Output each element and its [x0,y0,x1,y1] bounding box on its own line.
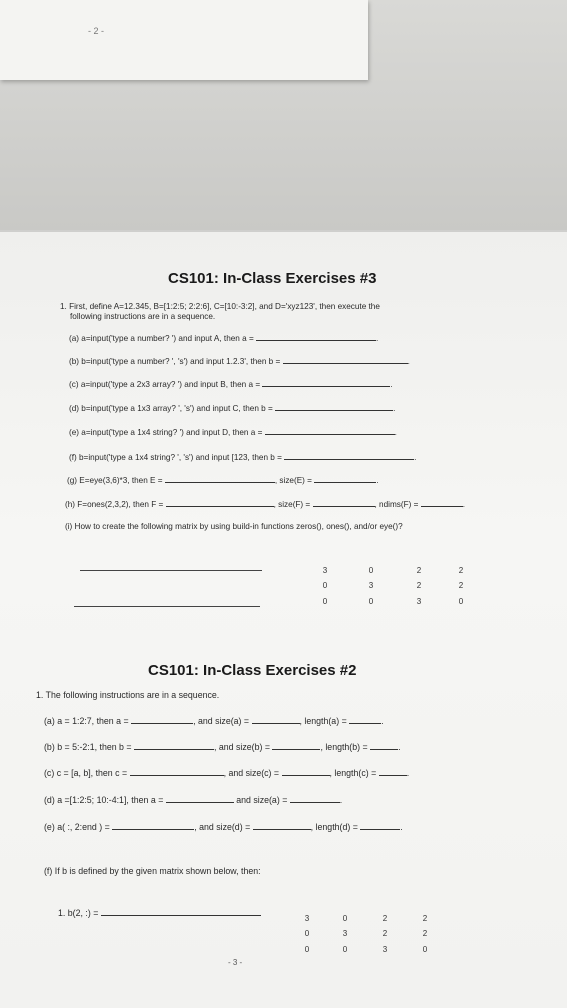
item-g-text: (g) E=eye(3,6)*3, then E = [67,476,163,485]
sheet1-intro-line2: following instructions are in a sequence. [70,312,216,321]
sheet2-title: CS101: In-Class Exercises #2 [148,662,357,679]
matrix-cell: 0 [304,945,310,954]
item-d-text: (d) b=input('type a 1x3 array? ', 's') and input C, then b = [69,404,273,413]
matrix-cell: 2 [458,566,464,575]
sheet2-item-b: (b) b = 5:-2:1, then b = , and size(b) = , length(b) = . [44,742,401,752]
answer-blank[interactable] [131,722,193,724]
sheet2-item-e-text: (e) a( :, 2:end ) = [44,822,110,832]
item-e: (e) a=input('type a 1x4 string? ') and input D, then a = . [69,428,397,437]
answer-blank[interactable] [284,458,414,460]
answer-blank[interactable] [165,481,275,483]
sheet2-item-f: (f) If b is defined by the given matrix shown below, then: [44,866,261,876]
sheet2-item-e: (e) a( :, 2:end ) = , and size(d) = , length(d) = . [44,822,403,832]
previous-sheet [0,0,368,80]
item-a: (a) a=input('type a number? ') and input A, then a = . [69,334,379,343]
page-number-top: - 2 - [88,26,105,36]
answer-blank[interactable] [166,801,234,803]
matrix-cell: 3 [342,929,348,938]
matrix-cell: 2 [382,914,388,923]
sheet2-item-a: (a) a = 1:2:7, then a = , and size(a) = , length(a) = . [44,716,384,726]
answer-blank[interactable] [275,409,393,411]
sheet2-item-a-text: (a) a = 1:2:7, then a = [44,716,129,726]
matrix-cell: 0 [304,929,310,938]
item-h: (h) F=ones(2,3,2), then F = , size(F) = , ndims(F) = . [65,500,465,509]
page-number-bottom: - 3 - [228,958,243,967]
matrix-cell: 0 [368,566,374,575]
sheet2-item-b-text: (b) b = 5:-2:1, then b = [44,742,132,752]
matrix-cell: 0 [322,597,328,606]
matrix-cell: 3 [322,566,328,575]
answer-blank[interactable] [282,774,330,776]
matrix-cell: 2 [422,914,428,923]
matrix-cell: 0 [368,597,374,606]
answer-blank[interactable] [265,433,395,435]
sheet2-item-d: (d) a =[1:2:5; 10:-4:1], then a = and size(a) = . [44,795,343,805]
exercise-sheet [0,232,567,1008]
item-a-text: (a) a=input('type a number? ') and input A, then a = [69,334,254,343]
item-h-text: (h) F=ones(2,3,2), then F = [65,500,164,509]
sheet2-matrix [300,914,440,964]
sheet1-title: CS101: In-Class Exercises #3 [168,270,377,287]
sheet2-item-c: (c) c = [a, b], then c = , and size(c) = , length(c) = . [44,768,410,778]
sheet2-item-c-text: (c) c = [a, b], then c = [44,768,128,778]
item-b: (b) b=input('type a number? ', 's') and input 1.2.3', then b = . [69,357,410,366]
answer-line[interactable] [80,570,262,571]
matrix-cell: 0 [342,945,348,954]
matrix-cell: 0 [422,945,428,954]
matrix-cell: 0 [322,581,328,590]
item-b-text: (b) b=input('type a number? ', 's') and input 1.2.3', then b = [69,357,281,366]
answer-blank[interactable] [290,801,340,803]
item-d: (d) b=input('type a 1x3 array? ', 's') and input C, then b = . [69,404,396,413]
sheet1-matrix [318,566,478,614]
matrix-cell: 2 [382,929,388,938]
sheet2-sub1 [58,908,261,918]
matrix-cell: 3 [416,597,422,606]
matrix-cell: 2 [416,581,422,590]
answer-blank[interactable] [370,748,398,750]
sheet2-intro: 1. The following instructions are in a sequence. [36,690,220,700]
answer-blank[interactable] [421,505,463,507]
matrix-cell: 3 [382,945,388,954]
answer-blank[interactable] [349,722,381,724]
answer-blank[interactable] [313,505,375,507]
sheet1-intro-line1: 1. First, define A=12.345, B=[1:2:5; 2:2:6], C=[10:-3:2], and D='xyz123', then execute the [60,302,380,311]
answer-blank[interactable] [360,828,400,830]
answer-blank[interactable] [256,339,376,341]
item-e-text: (e) a=input('type a 1x4 string? ') and input D, then a = [69,428,263,437]
answer-blank[interactable] [134,748,214,750]
answer-blank[interactable] [314,481,376,483]
matrix-cell: 3 [368,581,374,590]
item-c-text: (c) a=input('type a 2x3 array? ') and input B, then a = [69,380,261,389]
answer-blank[interactable] [379,774,407,776]
matrix-cell: 2 [422,929,428,938]
item-c: (c) a=input('type a 2x3 array? ') and input B, then a = . [69,380,393,389]
answer-blank[interactable] [130,774,224,776]
answer-blank[interactable] [112,828,194,830]
matrix-cell: 2 [416,566,422,575]
answer-blank[interactable] [252,722,300,724]
answer-blank[interactable] [253,828,311,830]
item-f-text: (f) b=input('type a 1x4 string? ', 's') and input [123, then b = [69,453,282,462]
matrix-cell: 0 [458,597,464,606]
item-g: (g) E=eye(3,6)*3, then E = , size(E) = . [67,476,379,485]
sheet2-item-d-text: (d) a =[1:2:5; 10:-4:1], then a = [44,795,164,805]
answer-blank[interactable] [166,505,274,507]
answer-blank[interactable] [272,748,320,750]
answer-blank[interactable] [262,385,390,387]
matrix-cell: 0 [342,914,348,923]
item-f: (f) b=input('type a 1x4 string? ', 's') and input [123, then b = . [69,453,417,462]
item-i: (i) How to create the following matrix by using build-in functions zeros(), ones(), and/or eye()? [65,522,403,531]
sheet2-sub1-text: 1. b(2, :) = [58,908,99,918]
answer-blank[interactable] [283,362,408,364]
matrix-cell: 3 [304,914,310,923]
matrix-cell: 2 [458,581,464,590]
answer-blank[interactable] [101,914,261,916]
answer-line[interactable] [74,606,260,607]
